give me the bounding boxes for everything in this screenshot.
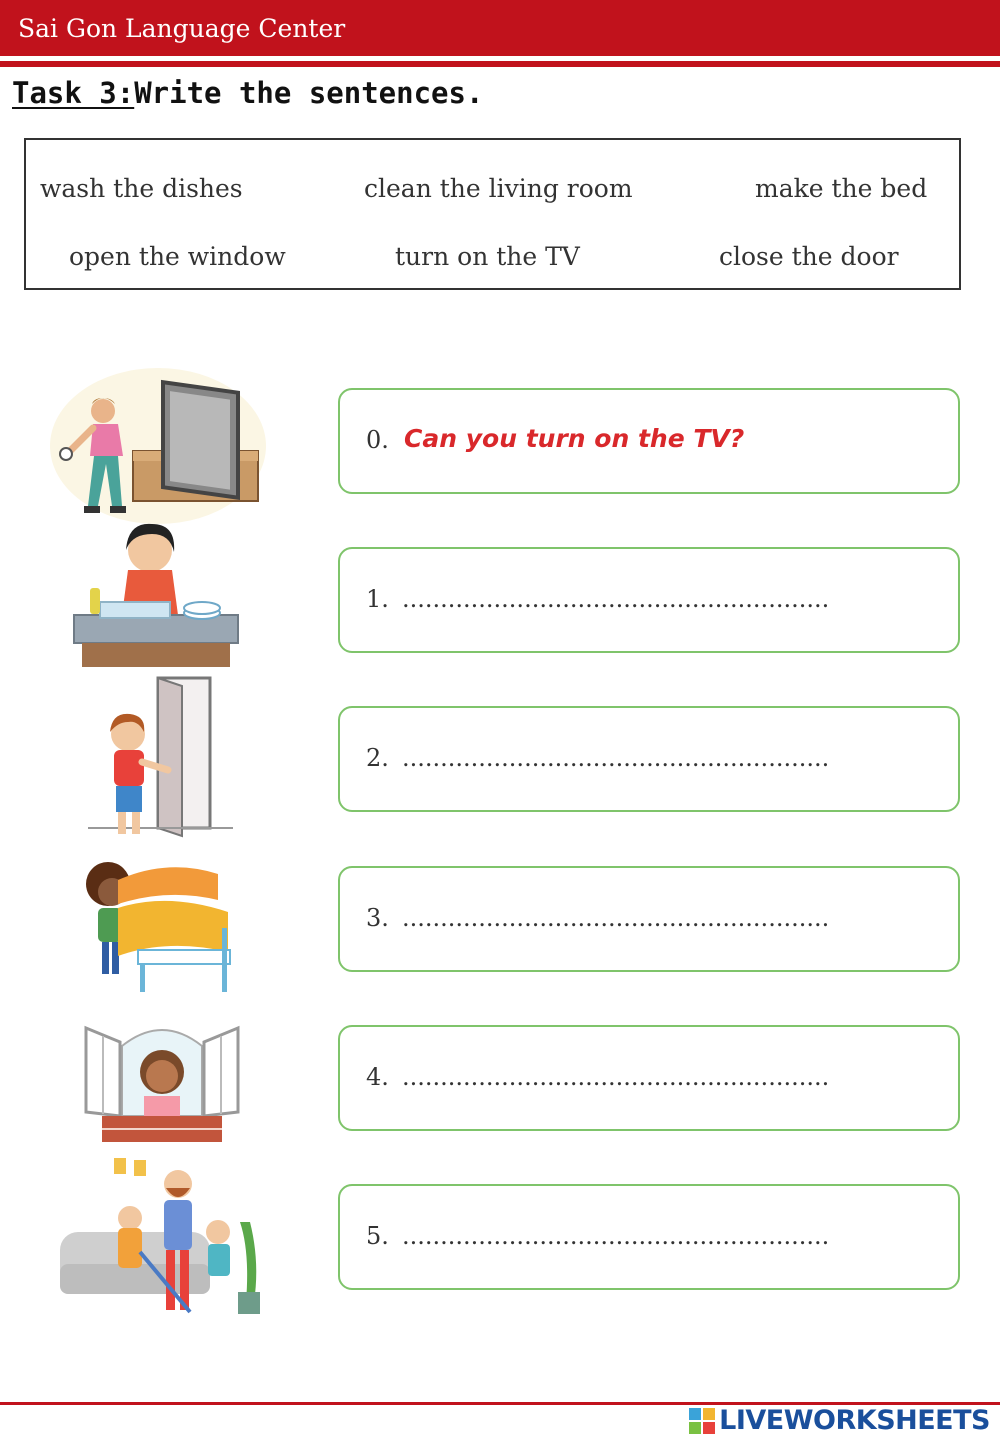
answer-box-4 [338, 1025, 960, 1131]
item-number: 2. [366, 744, 389, 772]
brand-name: LIVEWORKSHEETS [719, 1405, 990, 1436]
picture-girl-opening-window [82, 1016, 242, 1146]
liveworksheets-icon [689, 1408, 715, 1434]
word-bank [24, 138, 961, 290]
task-instruction: Write the sentences. [134, 76, 484, 110]
item-number: 1. [366, 585, 389, 613]
word-make-the-bed: make the bed [755, 174, 928, 203]
answer-blank[interactable]: ........................................................ [402, 1222, 830, 1250]
answer-blank[interactable]: ........................................................ [402, 744, 830, 772]
word-turn-on-the-tv: turn on the TV [395, 242, 580, 271]
center-title: Sai Gon Language Center [18, 14, 346, 43]
answer-blank[interactable]: ........................................................ [402, 585, 830, 613]
task-label: Task 3: [12, 76, 135, 110]
item-number: 5. [366, 1222, 389, 1250]
item-number: 3. [366, 904, 389, 932]
word-open-the-window: open the window [69, 242, 286, 271]
answer-box-3 [338, 866, 960, 972]
answer-box-0 [338, 388, 960, 494]
word-close-the-door: close the door [719, 242, 899, 271]
item-number: 0. [366, 426, 389, 454]
answer-box-2 [338, 706, 960, 812]
picture-girl-washing-dishes [70, 520, 240, 670]
header-bar [0, 0, 1000, 56]
task-heading [12, 76, 483, 110]
header-divider [0, 61, 1000, 67]
word-clean-the-living-room: clean the living room [364, 174, 633, 203]
example-answer: Can you turn on the TV? [404, 424, 745, 453]
picture-woman-turning-on-tv [48, 356, 268, 526]
answer-box-5 [338, 1184, 960, 1290]
answer-blank[interactable]: ........................................................ [402, 904, 830, 932]
word-wash-the-dishes: wash the dishes [40, 174, 243, 203]
picture-child-making-bed [78, 852, 238, 996]
picture-family-cleaning-living-room [50, 1152, 270, 1324]
answer-blank[interactable]: ........................................................ [402, 1063, 830, 1091]
answer-box-1 [338, 547, 960, 653]
picture-boy-closing-door [88, 674, 238, 844]
item-number: 4. [366, 1063, 389, 1091]
liveworksheets-logo [689, 1405, 990, 1436]
